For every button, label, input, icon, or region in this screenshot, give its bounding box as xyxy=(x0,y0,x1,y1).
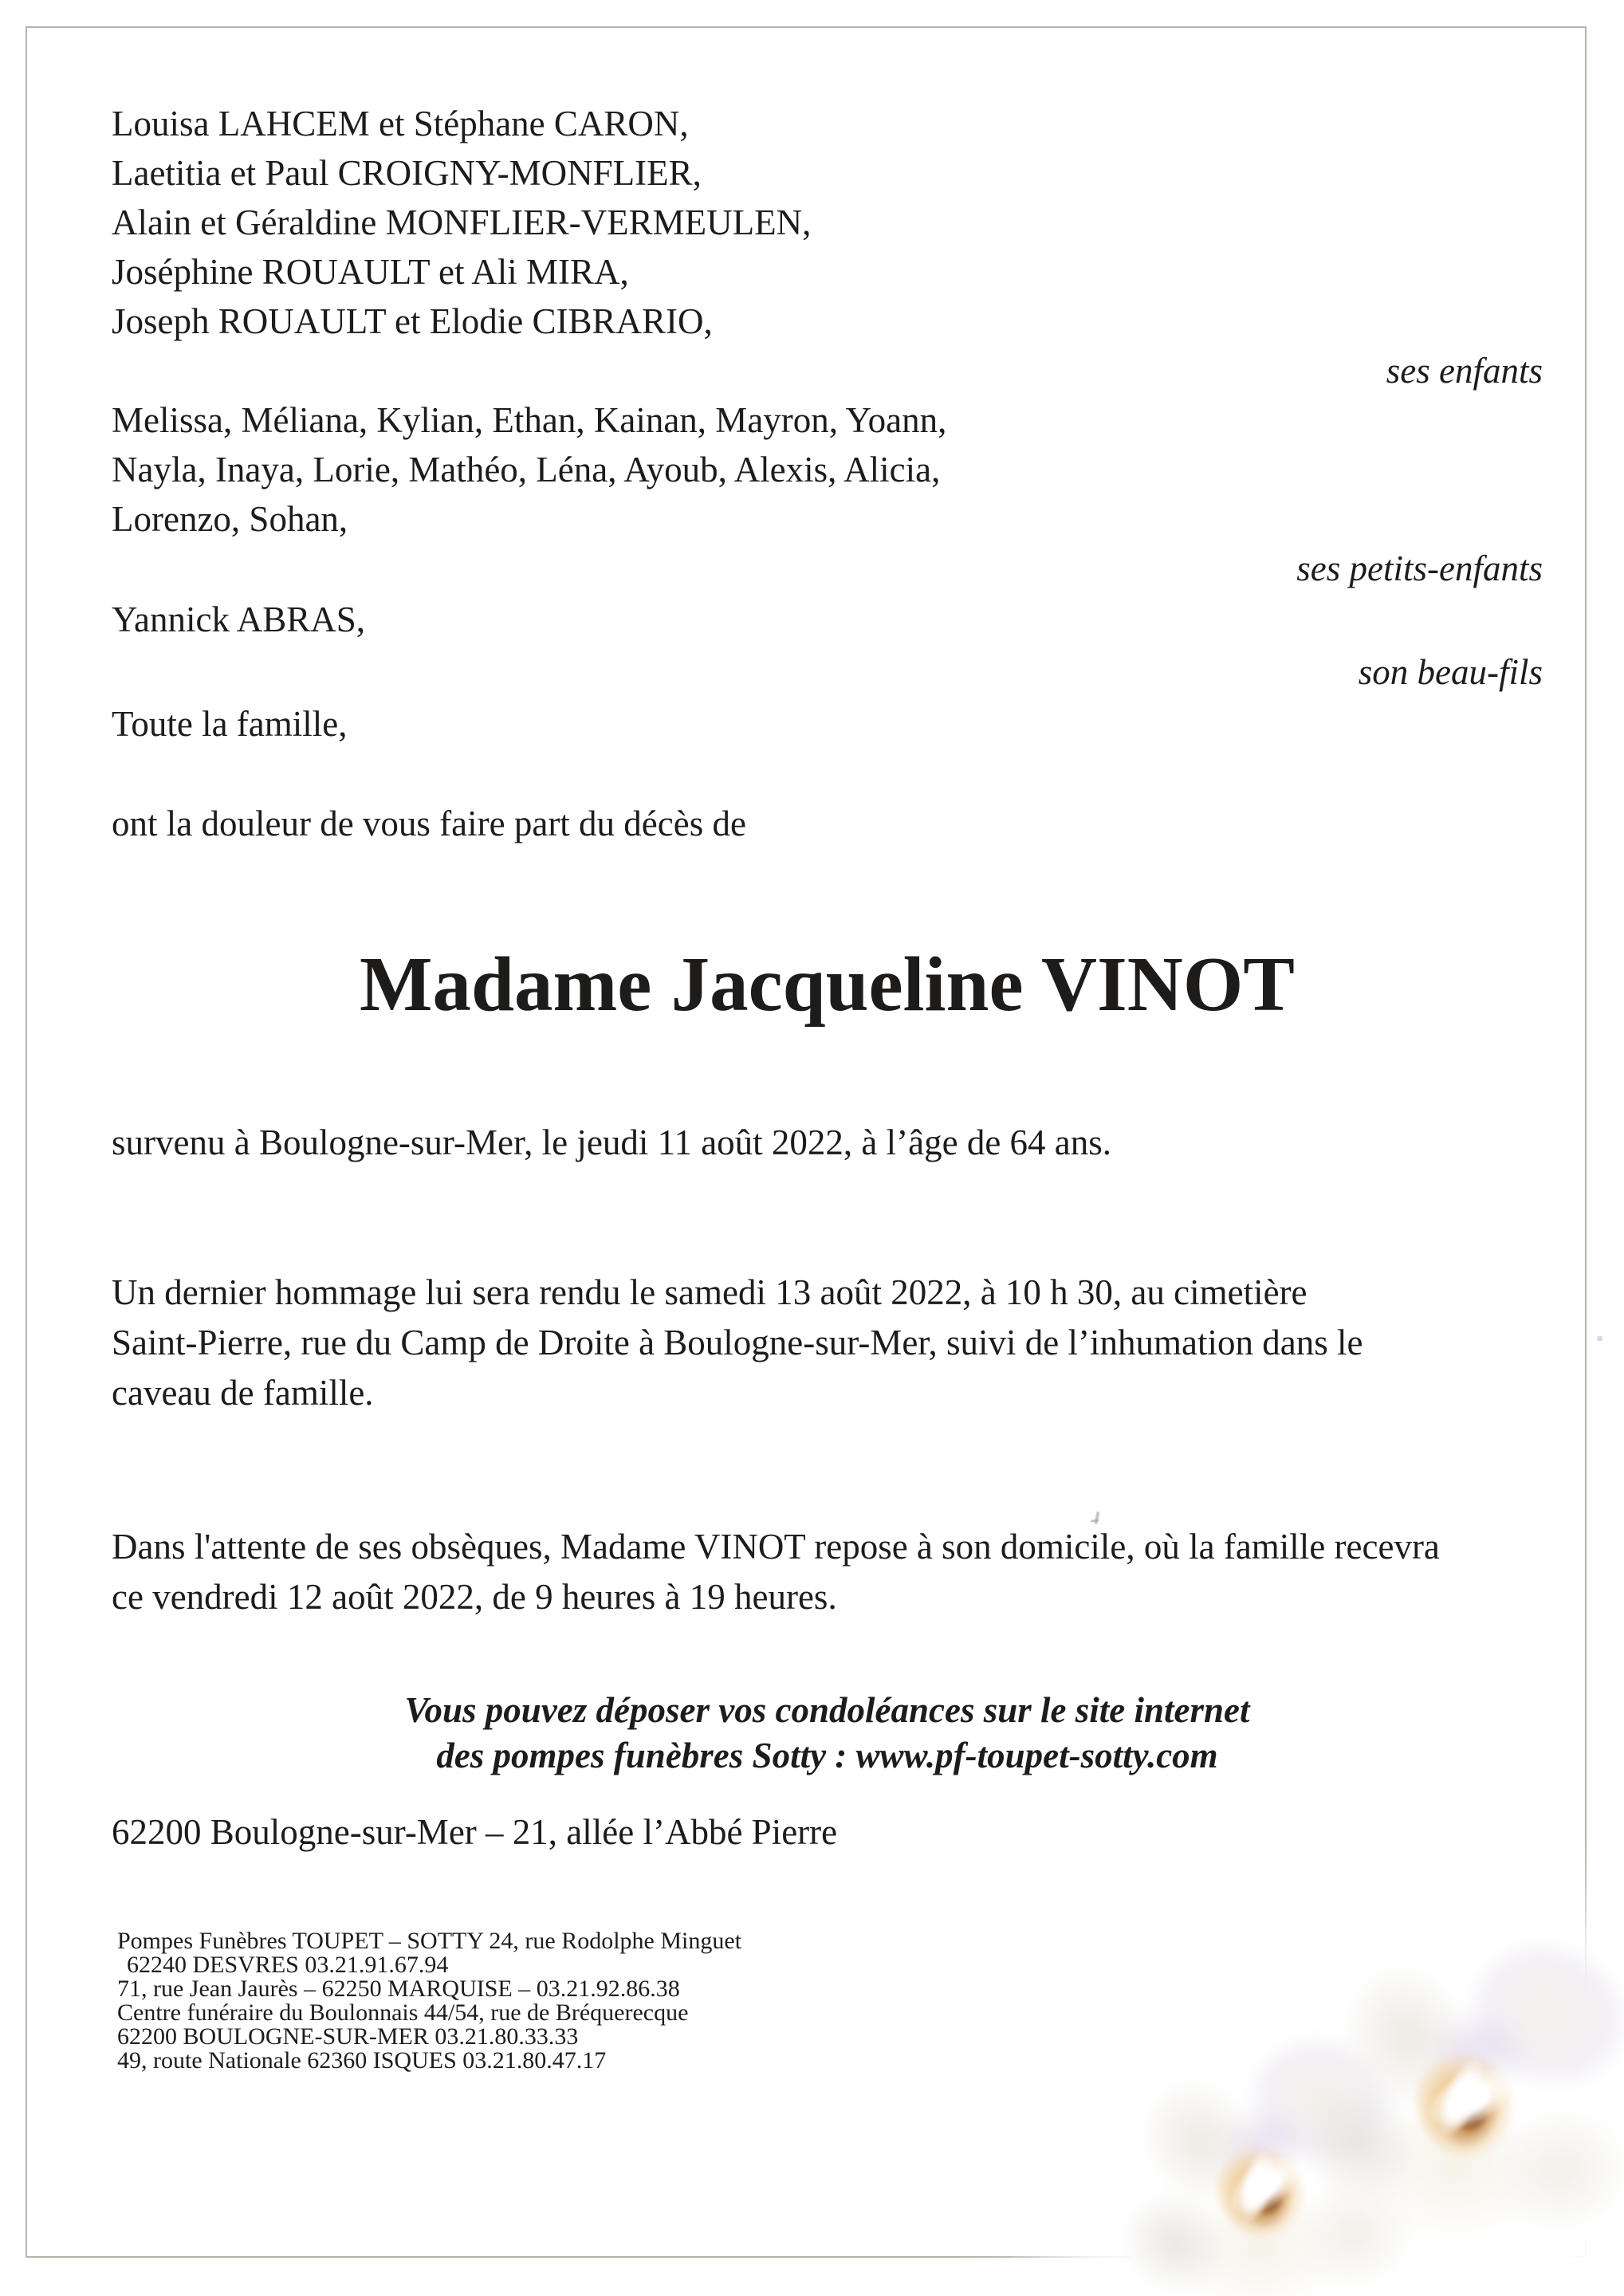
tribute-line: Saint-Pierre, rue du Camp de Droite à Boulogne-sur-Mer, suivi de l’inhumation dans le xyxy=(112,1323,1363,1362)
children-label-block xyxy=(112,346,1543,395)
wake-line: ce vendredi 12 août 2022, de 9 heures à 19 heures. xyxy=(112,1577,837,1617)
funeral-home-line: Pompes Funèbres TOUPET – SOTTY 24, rue Rodolphe Minguet xyxy=(117,1928,742,1954)
family-line: Alain et Géraldine MONFLIER-VERMEULEN, xyxy=(112,202,812,242)
announcement-block xyxy=(112,799,1543,849)
grandchildren-line: Nayla, Inaya, Lorie, Mathéo, Léna, Ayoub, Alexis, Alicia, xyxy=(112,450,941,489)
family-line: Joséphine ROUAULT et Ali MIRA, xyxy=(112,252,629,292)
son-in-law-label-block xyxy=(112,647,1543,697)
children-names-block xyxy=(112,99,1543,346)
relation-label-grandchildren: ses petits-enfants xyxy=(1296,548,1543,588)
orchid-flower-icon xyxy=(1325,1945,1622,2235)
funeral-home-footer xyxy=(117,1929,741,2073)
death-details-block xyxy=(112,1118,1543,1167)
wake-line: Dans l'attente de ses obsèques, Madame VINOT repose à son domicile, où la famille recevra xyxy=(112,1527,1440,1567)
funeral-home-line: Centre funéraire du Boulonnais 44/54, rue de Bréquerecque xyxy=(117,1999,689,2026)
home-address-block xyxy=(112,1807,1543,1857)
funeral-home-line: 62200 BOULOGNE-SUR-MER 03.21.80.33.33 xyxy=(117,2023,579,2050)
grandchildren-line: Melissa, Méliana, Kylian, Ethan, Kainan, Mayron, Yoann, xyxy=(112,400,947,440)
grandchildren-names-block xyxy=(112,395,1543,544)
family-line: Louisa LAHCEM et Stéphane CARON, xyxy=(112,104,689,144)
condolences-block xyxy=(112,1688,1543,1779)
death-details-line: survenu à Boulogne-sur-Mer, le jeudi 11 août 2022, à l’âge de 64 ans. xyxy=(112,1122,1112,1162)
son-in-law-name: Yannick ABRAS, xyxy=(112,600,366,639)
home-address-line: 62200 Boulogne-sur-Mer – 21, allée l’Abbé Pierre xyxy=(112,1812,838,1852)
funeral-home-line: 62240 DESVRES 03.21.91.67.94 xyxy=(127,1952,449,1978)
grandchildren-line: Lorenzo, Sohan, xyxy=(112,499,348,539)
announcement-line: ont la douleur de vous faire part du décès de xyxy=(112,804,746,843)
tribute-paragraph xyxy=(112,1268,1543,1418)
family-line: Joseph ROUAULT et Elodie CIBRARIO, xyxy=(112,301,713,341)
condolences-line: Vous pouvez déposer vos condoléances sur le site internet xyxy=(404,1690,1250,1730)
whole-family-block xyxy=(112,699,1543,749)
grandchildren-label-block xyxy=(112,544,1543,593)
funeral-home-line: 49, route Nationale 62360 ISQUES 03.21.80.47.17 xyxy=(117,2047,607,2074)
wake-paragraph xyxy=(112,1522,1543,1622)
condolences-line-website: des pompes funèbres Sotty : www.pf-toupet-sotty.com xyxy=(436,1736,1218,1775)
tribute-line: caveau de famille. xyxy=(112,1373,374,1413)
son-in-law-block xyxy=(112,595,1543,644)
tribute-line: Un dernier hommage lui sera rendu le samedi 13 août 2022, à 10 h 30, au cimetière xyxy=(112,1272,1307,1312)
relation-label-son-in-law: son beau-fils xyxy=(1358,652,1543,692)
deceased-name-title: Madame Jacqueline VINOT xyxy=(360,942,1295,1027)
whole-family-line: Toute la famille, xyxy=(112,704,348,744)
relation-label-children: ses enfants xyxy=(1386,351,1543,391)
orchid-photo xyxy=(1087,1931,1613,2296)
scan-artifact xyxy=(1597,1336,1602,1341)
family-line: Laetitia et Paul CROIGNY-MONFLIER, xyxy=(112,153,702,193)
funeral-home-line: 71, rue Jean Jaurès – 62250 MARQUISE – 03.21.92.86.38 xyxy=(117,1976,680,2002)
